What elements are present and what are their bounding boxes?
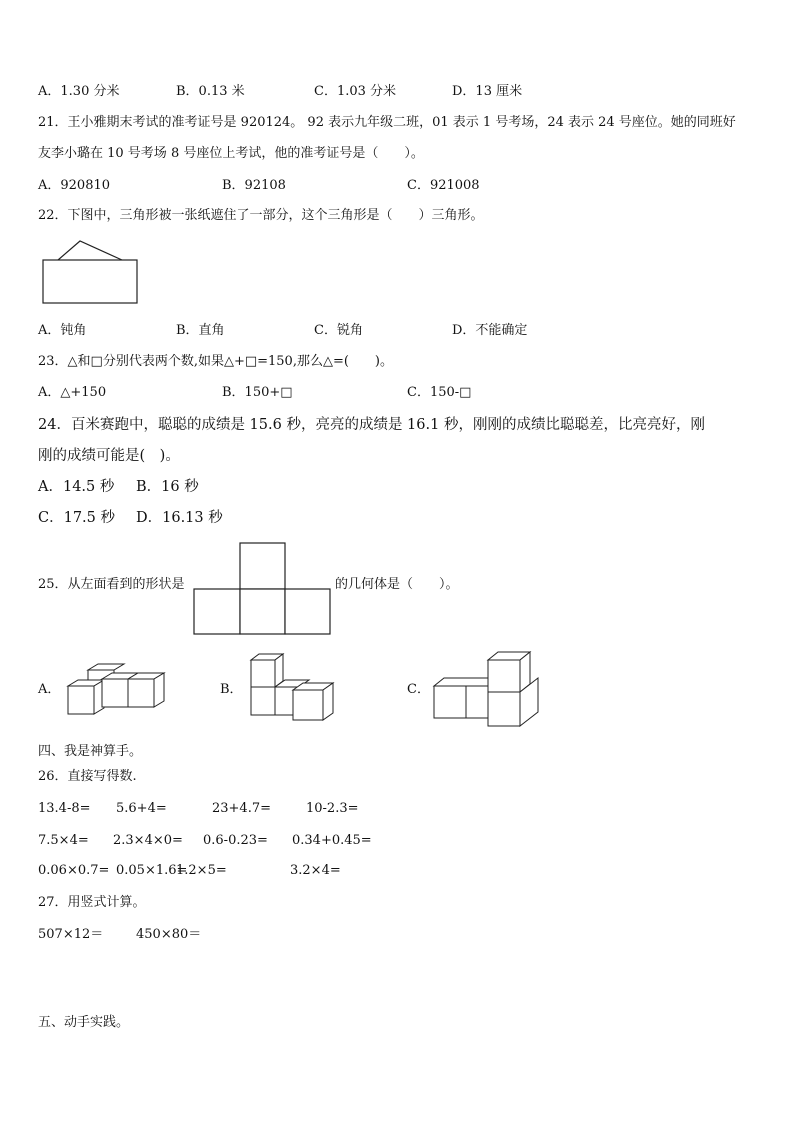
q23-text: 23．△和□分别代表两个数,如果△+□=150,那么△=( )。 bbox=[38, 354, 393, 369]
q22-text: 22．下图中，三角形被一张纸遮住了一部分，这个三角形是（ ）三角形。 bbox=[38, 208, 484, 223]
q27-title: 27．用竖式计算。 bbox=[38, 895, 146, 910]
q20-option-d: D．13 厘米 bbox=[452, 84, 523, 99]
q21-text-line2: 友李小璐在 10 号考场 8 号座位上考试，他的准考证号是（ ）。 bbox=[38, 146, 424, 161]
q24-option-d: D．16.13 秒 bbox=[136, 510, 223, 526]
q26-row1-item3: 23+4.7= bbox=[212, 801, 272, 816]
q20-option-a: A．1.30 分米 bbox=[38, 84, 120, 99]
q25-left-view-figure bbox=[193, 542, 333, 636]
q21-text-line1: 21．王小雅期末考试的准考证号是 920124。 92 表示九年级二班，01 表示 1 号考场，24 表示 24 号座位。她的同班好 bbox=[38, 115, 736, 130]
q20-option-b: B．0.13 米 bbox=[176, 84, 245, 99]
q26-row3-item2: 0.05×1.6= bbox=[116, 863, 188, 878]
q23-option-a: A．△+150 bbox=[38, 385, 107, 400]
q22-option-c: C．锐角 bbox=[314, 323, 363, 338]
q26-row3-item3: 1.2×5= bbox=[176, 863, 227, 878]
q21-option-a: A．920810 bbox=[38, 178, 111, 193]
q25-option-a-label: A． bbox=[38, 682, 61, 697]
q23-option-c: C．150-□ bbox=[407, 385, 472, 400]
q26-row2-item1: 7.5×4= bbox=[38, 833, 89, 848]
q27-item1: 507×12＝ bbox=[38, 927, 104, 942]
q21-option-b: B．92108 bbox=[222, 178, 286, 193]
q24-text-line2: 刚的成绩可能是( )。 bbox=[38, 448, 180, 464]
q21-option-c: C．921008 bbox=[407, 178, 480, 193]
q27-item2: 450×80＝ bbox=[136, 927, 202, 942]
q25-option-b-solid-figure bbox=[249, 652, 339, 722]
q23-option-b: B．150+□ bbox=[222, 385, 293, 400]
q24-text-line1: 24．百米赛跑中，聪聪的成绩是 15.6 秒，亮亮的成绩是 16.1 秒，刚刚的成绩比聪聪差，比亮亮好，刚 bbox=[38, 417, 705, 433]
q26-row2-item4: 0.34+0.45= bbox=[292, 833, 372, 848]
q22-option-b: B．直角 bbox=[176, 323, 225, 338]
q26-title: 26．直接写得数. bbox=[38, 769, 137, 784]
q26-row3-item4: 3.2×4= bbox=[290, 863, 341, 878]
q26-row1-item1: 13.4-8= bbox=[38, 801, 91, 816]
q22-option-d: D．不能确定 bbox=[452, 323, 528, 338]
q26-row1-item4: 10-2.3= bbox=[306, 801, 359, 816]
q25-option-b-label: B． bbox=[220, 682, 243, 697]
q25-option-a-solid-figure bbox=[66, 664, 166, 719]
q26-row1-item2: 5.6+4= bbox=[116, 801, 167, 816]
q25-text-after: 的几何体是（ ）。 bbox=[335, 577, 459, 592]
q25-text-before: 25．从左面看到的形状是 bbox=[38, 577, 185, 592]
q20-option-c: C．1.03 分米 bbox=[314, 84, 397, 99]
q24-option-a: A．14.5 秒 bbox=[38, 479, 115, 495]
q24-option-b: B．16 秒 bbox=[136, 479, 199, 495]
section5-title: 五、动手实践。 bbox=[38, 1015, 130, 1030]
q26-row3-item1: 0.06×0.7= bbox=[38, 863, 110, 878]
q25-option-c-solid-figure bbox=[432, 650, 544, 730]
q26-row2-item2: 2.3×4×0= bbox=[113, 833, 183, 848]
q24-option-c: C．17.5 秒 bbox=[38, 510, 115, 526]
q25-option-c-label: C． bbox=[407, 682, 430, 697]
q22-option-a: A．钝角 bbox=[38, 323, 87, 338]
section4-title: 四、我是神算手。 bbox=[38, 744, 143, 759]
q22-covered-triangle-figure bbox=[40, 238, 140, 308]
q26-row2-item3: 0.6-0.23= bbox=[203, 833, 268, 848]
